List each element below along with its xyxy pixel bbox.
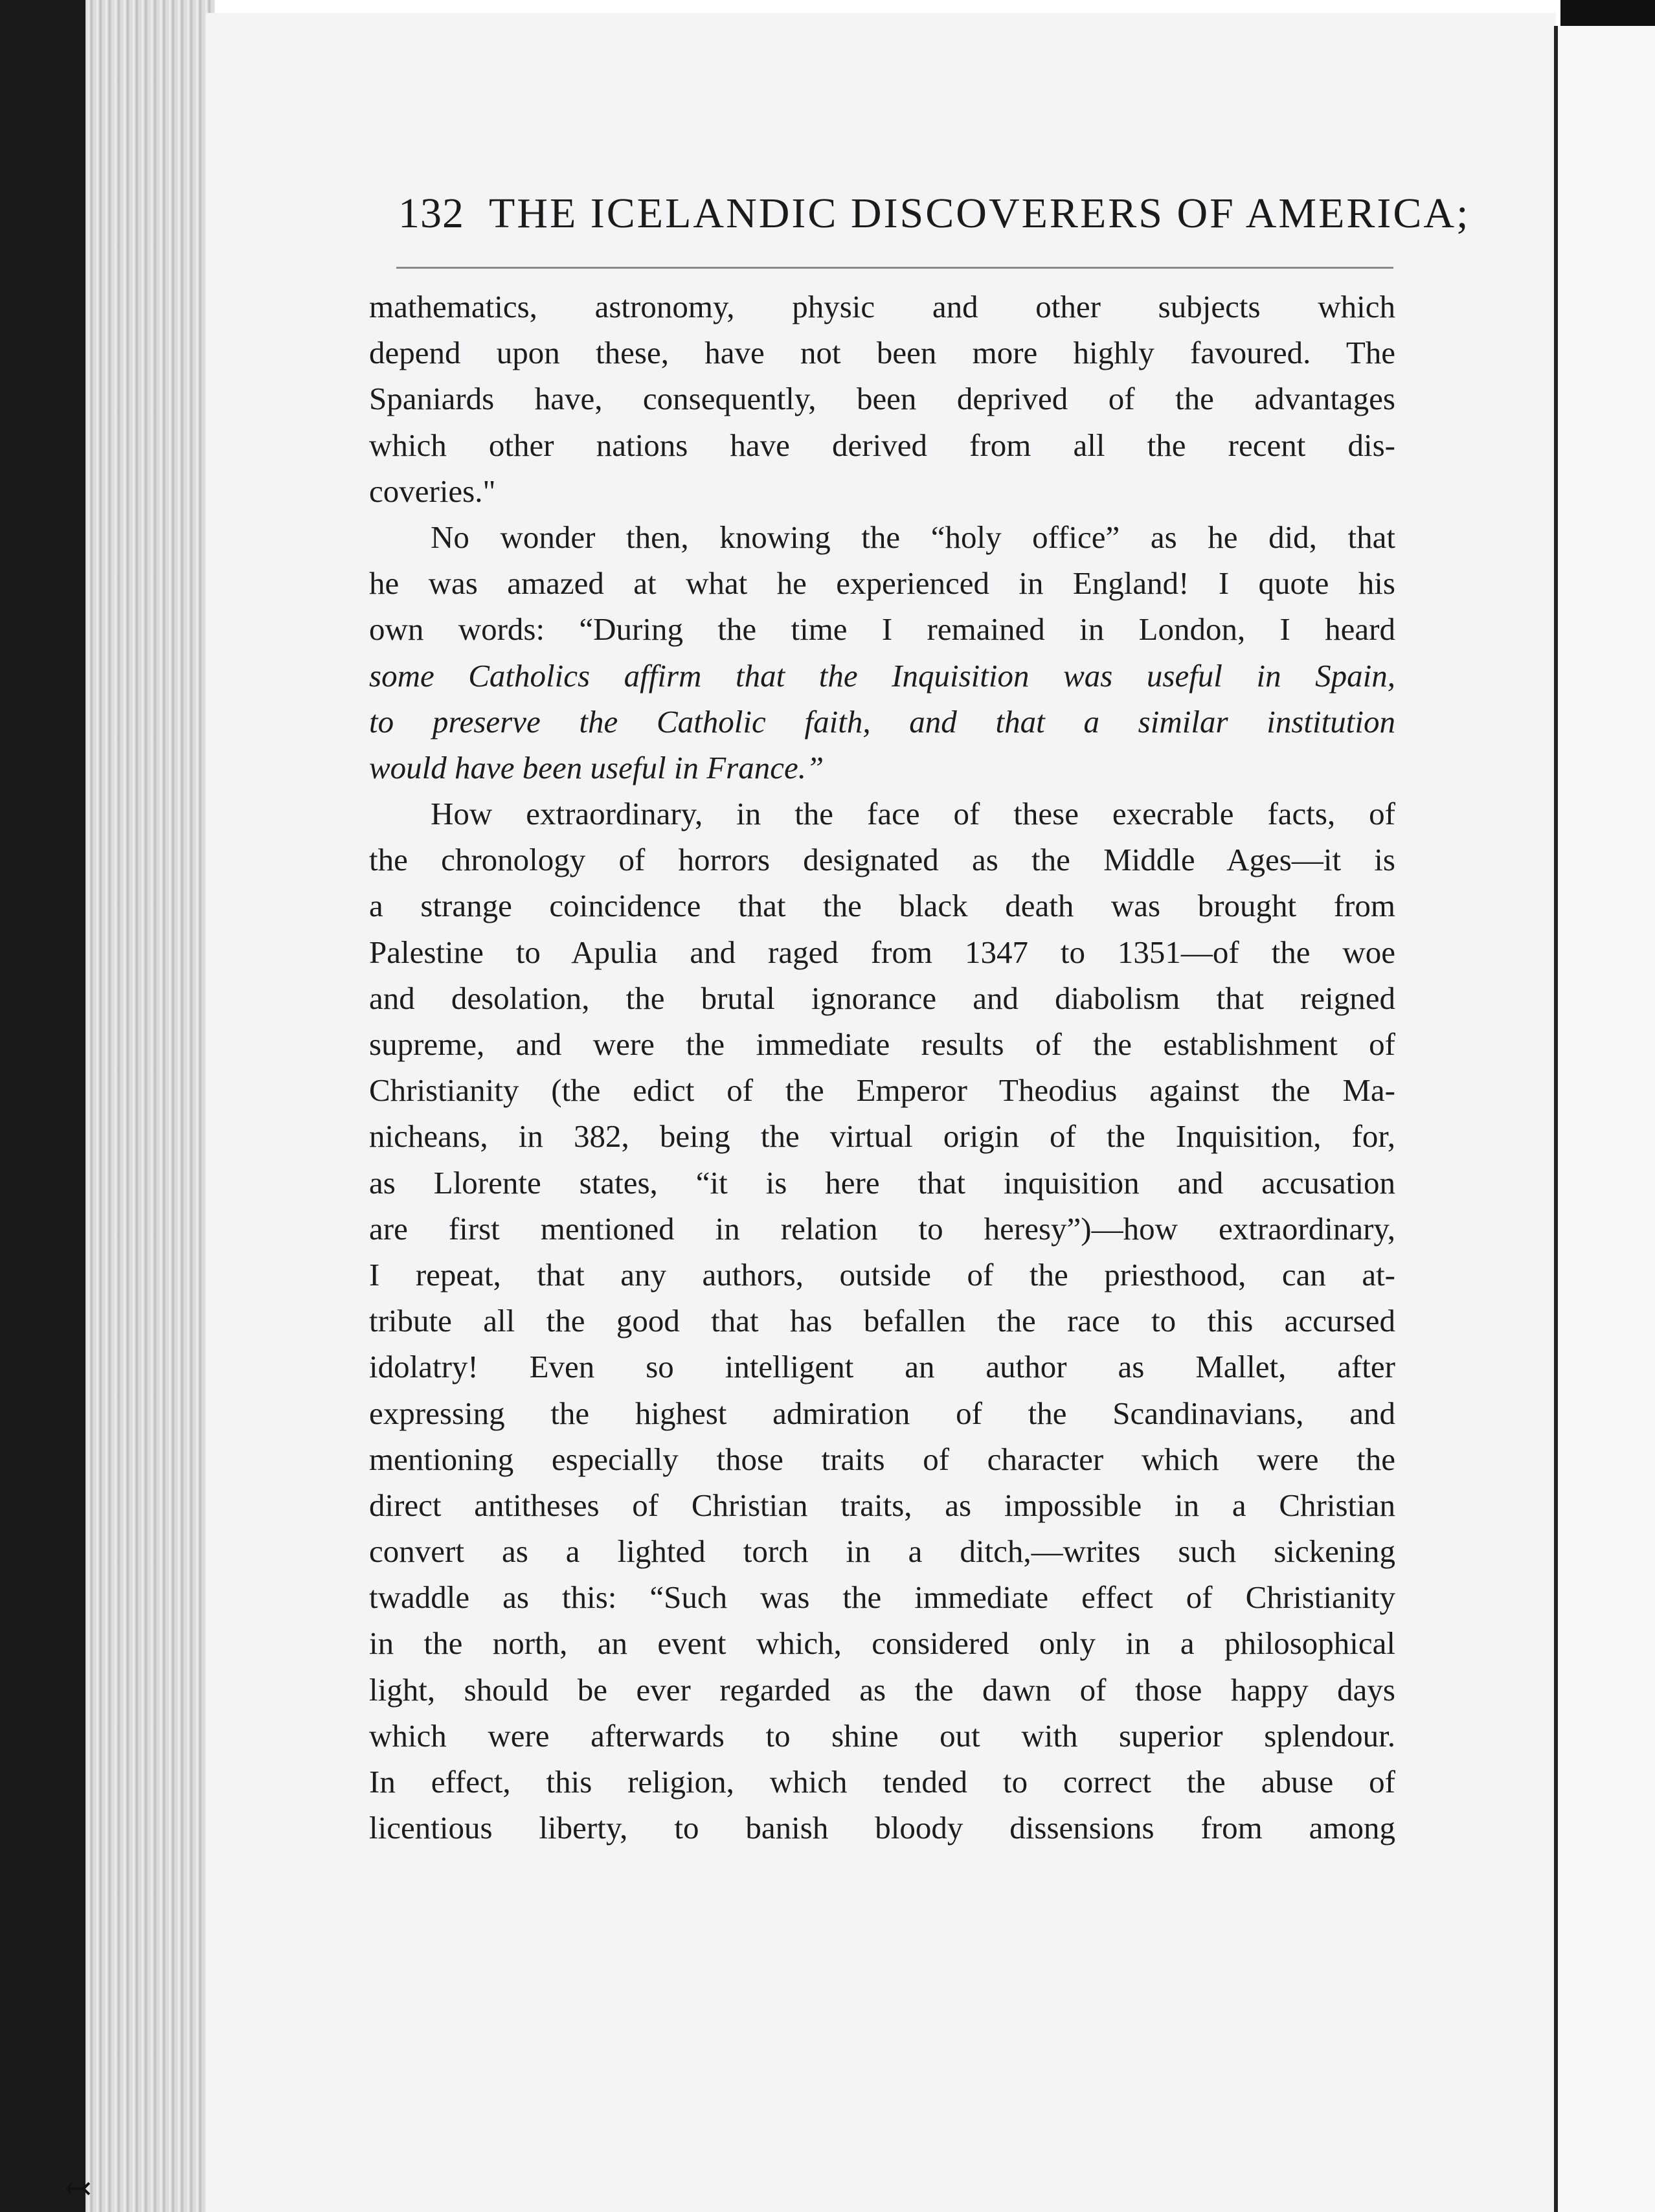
text-line: and desolation, the brutal ignorance and diabolism that reigned — [369, 980, 1395, 1016]
text-line: light, should be ever regarded as the dawn of those happy days — [369, 1671, 1395, 1708]
text-line: licentious liberty, to banish bloody dissensions from among — [369, 1810, 1395, 1846]
text-line: Palestine to Apulia and raged from 1347 to 1351—of the woe — [369, 934, 1395, 970]
text-line: direct antitheses of Christian traits, as impossible in a Christian — [369, 1487, 1395, 1523]
text-line: supreme, and were the immediate results of the establishment of — [369, 1026, 1395, 1062]
text-line: a strange coincidence that the black death was brought from — [369, 888, 1395, 924]
text-line: he was amazed at what he experienced in England! I quote his — [369, 565, 1395, 602]
text-line: twaddle as this: “Such was the immediate effect of Christianity — [369, 1579, 1395, 1616]
text-line: Spaniards have, consequently, been deprived of the advantages — [369, 381, 1395, 417]
text-line: coveries." — [369, 473, 496, 509]
text-line: No wonder then, knowing the “holy office” as he did, that — [431, 519, 1395, 555]
body-text — [369, 284, 1395, 1851]
book-page-edges — [85, 0, 215, 2212]
facing-page-edge — [1554, 26, 1655, 2212]
text-line: Christianity (the edict of the Emperor Theodius against the Ma- — [369, 1072, 1395, 1109]
header-rule — [396, 267, 1393, 269]
text-line: convert as a lighted torch in a ditch,—writes such sickening — [369, 1533, 1395, 1570]
text-line: mathematics, astronomy, physic and other subjects which — [369, 289, 1395, 324]
quoted-line: to preserve the Catholic faith, and that a similar institution — [369, 703, 1395, 739]
text-line: in the north, an event which, considered only in a philosophical — [369, 1625, 1395, 1662]
text-line: depend upon these, have not been more highly favoured. The — [369, 335, 1395, 371]
text-line: own words: “During the time I remained in London, I heard — [369, 611, 1395, 648]
scan-corner-mark-icon: ↢ — [65, 2170, 92, 2206]
text-line: nicheans, in 382, being the virtual origin of the Inquisition, for, — [369, 1118, 1395, 1155]
quoted-line: some Catholics affirm that the Inquisition was useful in Spain, — [369, 657, 1395, 694]
running-title: THE ICELANDIC DISCOVERERS OF AMERICA; — [489, 190, 1470, 237]
quoted-line: would have been useful in France.” — [369, 749, 824, 785]
text-line: are first mentioned in relation to heresy”)—how extraordinary, — [369, 1210, 1395, 1247]
text-line: idolatry! Even so intelligent an author as Mallet, after — [369, 1349, 1395, 1385]
text-line: expressing the highest admiration of the Scandinavians, and — [369, 1395, 1395, 1431]
running-header — [398, 189, 1470, 238]
text-line: which other nations have derived from all the recent dis- — [369, 427, 1395, 463]
text-line: mentioning especially those traits of character which were the — [369, 1441, 1395, 1477]
text-line: In effect, this religion, which tended to correct the abuse of — [369, 1764, 1395, 1800]
text-line: How extraordinary, in the face of these execrable facts, of — [431, 796, 1395, 832]
text-line: which were afterwards to shine out with superior splendour. — [369, 1717, 1395, 1754]
text-line: as Llorente states, “it is here that inquisition and accusation — [369, 1164, 1395, 1201]
text-line: the chronology of horrors designated as the Middle Ages—it is — [369, 842, 1395, 878]
text-line: I repeat, that any authors, outside of the priesthood, can at- — [369, 1256, 1395, 1292]
text-line: tribute all the good that has befallen the race to this accursed — [369, 1303, 1395, 1339]
page-number: 132 — [398, 190, 464, 237]
scan-left-border — [0, 0, 85, 2212]
